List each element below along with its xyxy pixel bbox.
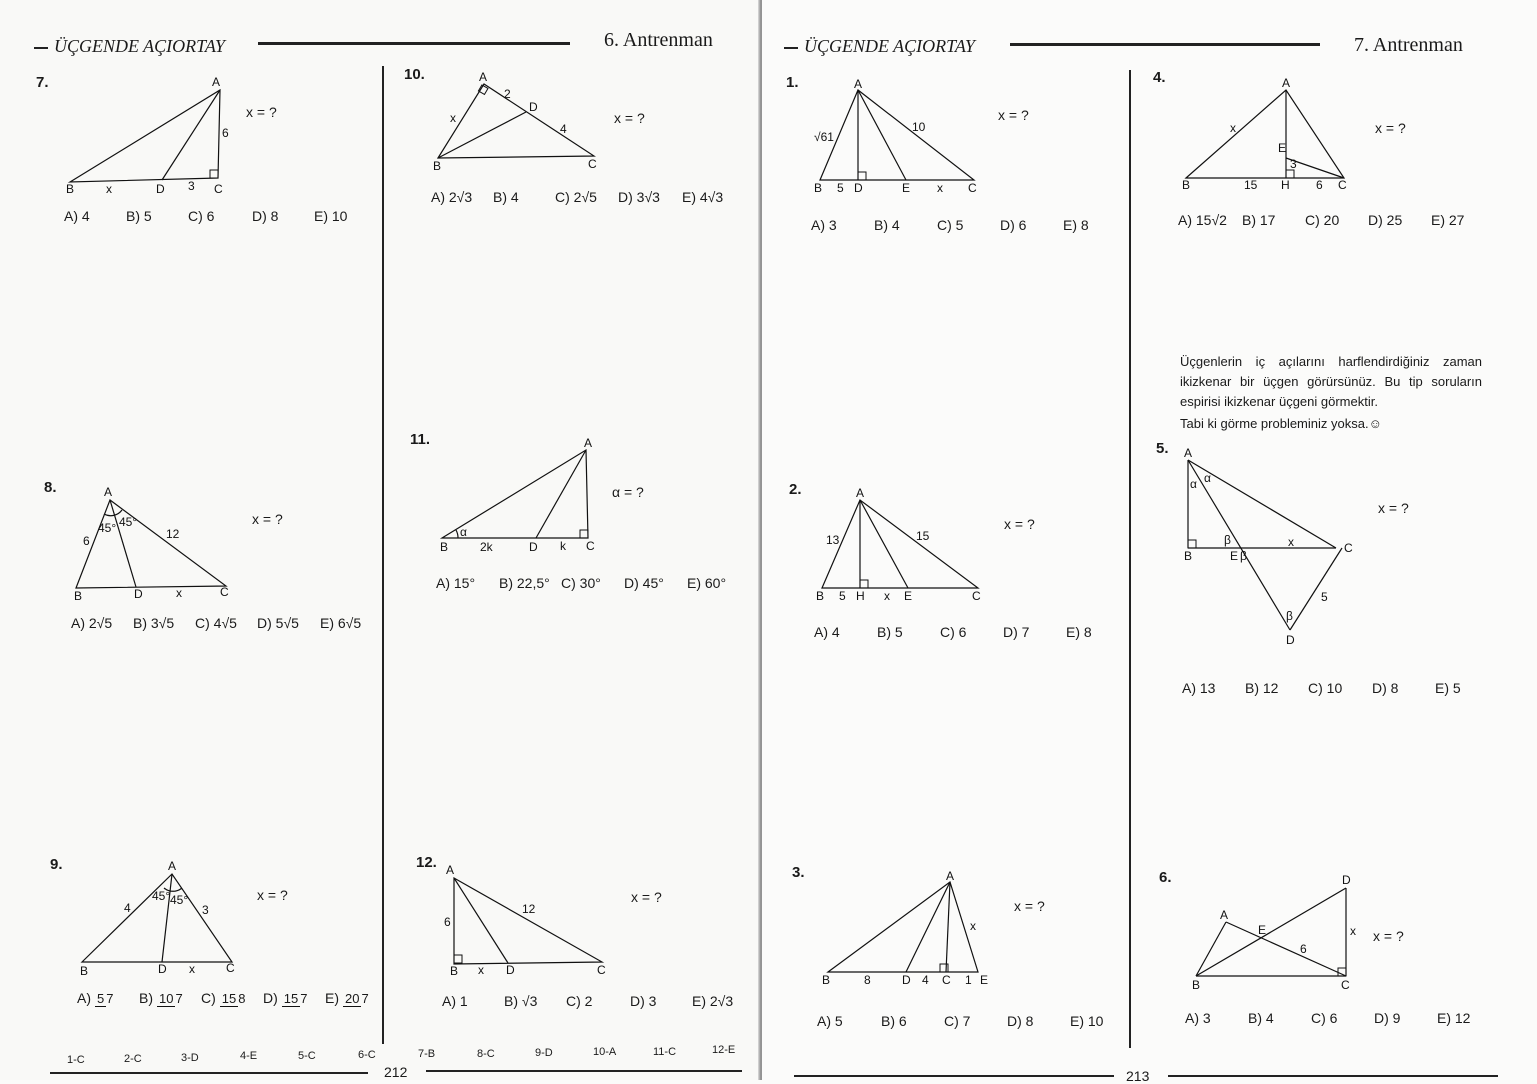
svg-text:D: D: [506, 963, 515, 977]
answer-key-item: 12-E: [712, 1044, 736, 1056]
svg-text:D: D: [1286, 633, 1295, 647]
option[interactable]: D) 15 7: [263, 990, 308, 1007]
option[interactable]: A) 2√3: [431, 189, 473, 205]
question-number: 12.: [416, 854, 437, 871]
svg-text:α: α: [1204, 471, 1211, 485]
option[interactable]: B) 22,5°: [499, 575, 550, 591]
svg-text:D: D: [854, 181, 863, 195]
option[interactable]: D) 3√3: [618, 189, 660, 205]
question-number: 2.: [789, 481, 802, 498]
svg-text:3: 3: [188, 179, 195, 193]
option[interactable]: C) 2√5: [555, 189, 597, 205]
page-number: 212: [384, 1064, 408, 1080]
footer-rule: [426, 1070, 742, 1072]
svg-text:x: x: [884, 589, 890, 603]
answer-key-item: 7-B: [418, 1048, 436, 1060]
answer-options: [1178, 212, 1464, 228]
svg-text:A: A: [168, 859, 177, 873]
answer-key-item: 6-C: [358, 1049, 376, 1061]
svg-text:15: 15: [916, 529, 930, 543]
answer-options: [77, 990, 369, 1007]
triangle-figure: [820, 868, 992, 990]
triangle-figure: [810, 76, 988, 200]
option[interactable]: A) 4: [64, 208, 90, 224]
svg-text:D: D: [156, 182, 165, 196]
answer-options: [431, 189, 723, 205]
answer-options: [71, 615, 361, 631]
svg-text:B: B: [822, 973, 831, 987]
svg-text:6: 6: [83, 534, 90, 548]
svg-text:D: D: [529, 540, 538, 554]
right-page: [762, 0, 1537, 1084]
answer-options: [811, 217, 1089, 233]
option[interactable]: D) 25: [1368, 212, 1403, 228]
option[interactable]: C) 20: [1305, 212, 1340, 228]
column-divider: [1129, 70, 1131, 1048]
svg-text:A: A: [212, 75, 221, 89]
question-ask: x = ?: [1378, 500, 1409, 516]
svg-text:B: B: [450, 964, 459, 978]
svg-text:3: 3: [202, 903, 209, 917]
header-rule: [258, 42, 570, 45]
option[interactable]: A) 4: [814, 624, 840, 640]
answer-options: [442, 993, 733, 1009]
svg-text:45°: 45°: [152, 889, 171, 903]
svg-text:D: D: [158, 962, 167, 976]
antrenman-title: 7. Antrenman: [1354, 34, 1463, 56]
option[interactable]: C) 15 8: [201, 990, 246, 1007]
question-ask: α = ?: [612, 484, 644, 500]
option[interactable]: B) 17: [1242, 212, 1276, 228]
question-ask: x = ?: [1004, 516, 1035, 532]
option[interactable]: C) 6: [940, 624, 967, 640]
svg-text:C: C: [1344, 541, 1353, 555]
svg-text:D: D: [529, 100, 538, 114]
svg-text:5: 5: [1321, 590, 1328, 604]
option[interactable]: E) 10: [314, 208, 348, 224]
answer-key-item: 11-C: [653, 1046, 677, 1058]
svg-text:E: E: [1258, 923, 1267, 937]
option[interactable]: B) 4: [1248, 1010, 1274, 1026]
option[interactable]: D) 8: [252, 208, 279, 224]
option[interactable]: C) 6: [1311, 1010, 1338, 1026]
answer-key-item: 9-D: [535, 1047, 553, 1059]
tip-note: Tabi ki görme probleminiz yoksa.☺: [1180, 416, 1382, 431]
svg-text:x: x: [970, 919, 976, 933]
svg-text:k: k: [560, 539, 566, 553]
svg-text:C: C: [597, 963, 606, 977]
option[interactable]: A) 3: [811, 217, 837, 233]
svg-text:5: 5: [839, 589, 846, 603]
svg-text:A: A: [1220, 908, 1229, 922]
svg-text:45°: 45°: [170, 893, 189, 907]
page-number: 213: [1126, 1068, 1150, 1084]
triangle-figure: [60, 72, 240, 198]
header-dash: [784, 47, 798, 49]
svg-text:C: C: [1338, 178, 1347, 192]
option[interactable]: B) 4: [493, 189, 519, 205]
option[interactable]: B) 12: [1245, 680, 1279, 696]
svg-text:D: D: [902, 973, 911, 987]
svg-text:A: A: [479, 70, 488, 84]
question-number: 4.: [1153, 69, 1166, 86]
answer-key-item: 4-E: [240, 1050, 258, 1062]
svg-text:B: B: [433, 159, 442, 173]
option[interactable]: E) 5: [1435, 680, 1461, 696]
svg-text:C: C: [226, 961, 235, 975]
header-dash: [34, 47, 48, 49]
svg-text:2: 2: [504, 87, 511, 101]
option[interactable]: B) 6: [881, 1013, 907, 1029]
option[interactable]: E) 20 7: [325, 990, 369, 1007]
svg-text:4: 4: [560, 122, 567, 136]
svg-text:C: C: [942, 973, 951, 987]
answer-options: [436, 575, 726, 591]
svg-text:x: x: [450, 111, 456, 125]
option[interactable]: D) 3: [630, 993, 657, 1009]
svg-text:D: D: [1342, 873, 1351, 887]
question-ask: x = ?: [1375, 120, 1406, 136]
svg-text:C: C: [588, 157, 597, 171]
svg-text:12: 12: [166, 527, 180, 541]
svg-text:15: 15: [1244, 178, 1258, 192]
svg-text:6: 6: [444, 915, 451, 929]
option[interactable]: E) 8: [1066, 624, 1092, 640]
svg-text:E: E: [1230, 549, 1239, 563]
svg-text:6: 6: [222, 126, 229, 140]
svg-text:α: α: [1190, 477, 1197, 491]
svg-text:C: C: [972, 589, 981, 603]
option[interactable]: B) 5: [126, 208, 152, 224]
svg-text:E: E: [904, 589, 913, 603]
triangle-figure: [66, 484, 238, 604]
svg-text:2k: 2k: [480, 540, 493, 554]
quadrilateral-figure: [1178, 444, 1364, 650]
question-number: 11.: [410, 431, 431, 448]
svg-text:C: C: [1341, 978, 1350, 992]
option[interactable]: A) 15°: [436, 575, 476, 591]
svg-text:x: x: [478, 963, 484, 977]
question-ask: x = ?: [998, 107, 1029, 123]
option[interactable]: D) 5√5: [257, 615, 299, 631]
footer-rule: [50, 1072, 368, 1074]
question-number: 5.: [1156, 440, 1169, 457]
svg-text:α: α: [460, 525, 467, 539]
option[interactable]: B) 3√5: [133, 615, 175, 631]
svg-text:5: 5: [837, 181, 844, 195]
svg-text:A: A: [854, 77, 863, 91]
svg-text:E: E: [902, 181, 911, 195]
column-divider: [382, 66, 384, 1044]
question-number: 7.: [36, 74, 49, 91]
question-number: 3.: [792, 864, 805, 881]
option[interactable]: D) 45°: [624, 575, 664, 591]
tip-note: Üçgenlerin iç açılarını harflendirdiğiniz zaman ikizkenar bir üçgen görürsünüz. Bu tip soruların espirisi ikizkenar üçgeni görmektir.: [1180, 354, 1482, 409]
option[interactable]: A) 15√2: [1178, 212, 1227, 228]
left-page: [0, 0, 760, 1080]
answer-options: [817, 1013, 1103, 1029]
option[interactable]: C) 4√5: [195, 615, 237, 631]
triangle-figure: [812, 484, 990, 606]
option[interactable]: B) √3: [504, 993, 538, 1009]
option[interactable]: E) 8: [1063, 217, 1089, 233]
svg-text:β: β: [1286, 609, 1293, 623]
svg-text:D: D: [134, 587, 143, 601]
option[interactable]: E) 27: [1431, 212, 1465, 228]
option[interactable]: E) 12: [1437, 1010, 1471, 1026]
question-ask: x = ?: [252, 511, 283, 527]
question-number: 1.: [786, 74, 799, 91]
option[interactable]: A) 1: [442, 993, 468, 1009]
svg-text:B: B: [1192, 978, 1201, 992]
svg-text:45°: 45°: [98, 521, 117, 535]
answer-key-item: 1-C: [67, 1054, 85, 1066]
option[interactable]: B) 4: [874, 217, 900, 233]
option[interactable]: C) 5: [937, 217, 964, 233]
option[interactable]: A) 3: [1185, 1010, 1211, 1026]
svg-text:x: x: [1230, 121, 1236, 135]
svg-text:β: β: [1224, 533, 1231, 547]
svg-text:H: H: [1281, 178, 1290, 192]
svg-text:A: A: [946, 869, 955, 883]
answer-options: [1182, 680, 1461, 696]
answer-key-item: 5-C: [298, 1050, 316, 1062]
svg-text:√61: √61: [814, 130, 834, 144]
option[interactable]: E) 2√3: [692, 993, 734, 1009]
option[interactable]: C) 30°: [561, 575, 601, 591]
answer-key-item: 10-A: [593, 1046, 617, 1058]
svg-text:8: 8: [864, 973, 871, 987]
option[interactable]: E) 10: [1070, 1013, 1104, 1029]
svg-text:B: B: [440, 540, 449, 554]
svg-text:6: 6: [1316, 178, 1323, 192]
svg-text:A: A: [856, 486, 865, 500]
svg-text:x: x: [106, 182, 112, 196]
svg-text:C: C: [968, 181, 977, 195]
question-number: 8.: [44, 479, 57, 496]
svg-text:C: C: [586, 539, 595, 553]
question-number: 6.: [1159, 869, 1172, 886]
triangle-figure: [436, 434, 606, 556]
option[interactable]: A) 2√5: [71, 615, 113, 631]
svg-text:H: H: [856, 589, 865, 603]
triangle-figure: [428, 70, 608, 175]
triangle-figure: [74, 858, 244, 980]
svg-text:B: B: [1184, 549, 1193, 563]
option[interactable]: A) 5 7: [77, 990, 114, 1007]
svg-text:B: B: [814, 181, 823, 195]
svg-text:x: x: [937, 181, 943, 195]
svg-text:3: 3: [1290, 157, 1297, 171]
option[interactable]: A) 5: [817, 1013, 843, 1029]
svg-text:x: x: [189, 962, 195, 976]
question-number: 10.: [404, 66, 425, 83]
svg-text:E: E: [980, 973, 989, 987]
svg-text:1: 1: [965, 973, 972, 987]
svg-text:x: x: [1350, 924, 1356, 938]
svg-text:45°: 45°: [119, 515, 138, 529]
answer-options: [1185, 1010, 1470, 1026]
svg-text:A: A: [104, 485, 113, 499]
question-ask: x = ?: [257, 887, 288, 903]
option[interactable]: B) 10 7: [139, 990, 183, 1007]
crossed-triangles-figure: [1182, 872, 1362, 996]
option[interactable]: D) 8: [1007, 1013, 1034, 1029]
svg-text:x: x: [176, 586, 182, 600]
option[interactable]: E) 6√5: [320, 615, 362, 631]
option[interactable]: C) 6: [188, 208, 215, 224]
triangle-figure: [1178, 74, 1356, 198]
section-title: ÜÇGENDE AÇIORTAY: [54, 36, 225, 56]
option[interactable]: A) 13: [1182, 680, 1216, 696]
answer-key-item: 3-D: [181, 1052, 199, 1064]
svg-text:x: x: [1288, 535, 1294, 549]
option[interactable]: E) 60°: [687, 575, 727, 591]
section-title: ÜÇGENDE AÇIORTAY: [804, 36, 975, 56]
question-number: 9.: [50, 856, 63, 873]
question-ask: x = ?: [1373, 928, 1404, 944]
svg-text:C: C: [220, 585, 229, 599]
svg-text:B: B: [1182, 178, 1191, 192]
svg-text:C: C: [214, 182, 223, 196]
question-ask: x = ?: [246, 104, 277, 120]
footer-rule: [794, 1075, 1114, 1077]
svg-text:B: B: [66, 182, 75, 196]
antrenman-title: 6. Antrenman: [604, 29, 713, 51]
svg-text:4: 4: [922, 973, 929, 987]
answer-options: [64, 208, 347, 224]
svg-text:B: B: [80, 964, 89, 978]
svg-text:A: A: [1184, 446, 1193, 460]
question-ask: x = ?: [614, 110, 645, 126]
option[interactable]: C) 10: [1308, 680, 1343, 696]
option[interactable]: D) 9: [1374, 1010, 1401, 1026]
svg-text:β: β: [1240, 549, 1247, 563]
option[interactable]: C) 2: [566, 993, 593, 1009]
answer-key-item: 8-C: [477, 1048, 495, 1060]
question-ask: x = ?: [1014, 898, 1045, 914]
svg-text:B: B: [74, 589, 83, 603]
svg-text:4: 4: [124, 901, 131, 915]
header-rule: [1010, 43, 1320, 46]
svg-text:6: 6: [1300, 942, 1307, 956]
svg-text:12: 12: [522, 902, 536, 916]
svg-text:A: A: [446, 863, 455, 877]
option[interactable]: D) 6: [1000, 217, 1027, 233]
option[interactable]: C) 7: [944, 1013, 971, 1029]
option[interactable]: D) 8: [1372, 680, 1399, 696]
option[interactable]: B) 5: [877, 624, 903, 640]
svg-text:A: A: [1282, 76, 1291, 90]
svg-text:13: 13: [826, 533, 840, 547]
option[interactable]: D) 7: [1003, 624, 1030, 640]
svg-text:E: E: [1278, 141, 1287, 155]
svg-text:A: A: [584, 436, 593, 450]
svg-text:10: 10: [912, 120, 926, 134]
answer-options: [814, 624, 1092, 640]
footer-rule: [1168, 1075, 1498, 1077]
answer-key-item: 2-C: [124, 1053, 142, 1065]
option[interactable]: E) 4√3: [682, 189, 724, 205]
triangle-figure: [440, 860, 614, 980]
question-ask: x = ?: [631, 889, 662, 905]
svg-text:B: B: [816, 589, 825, 603]
